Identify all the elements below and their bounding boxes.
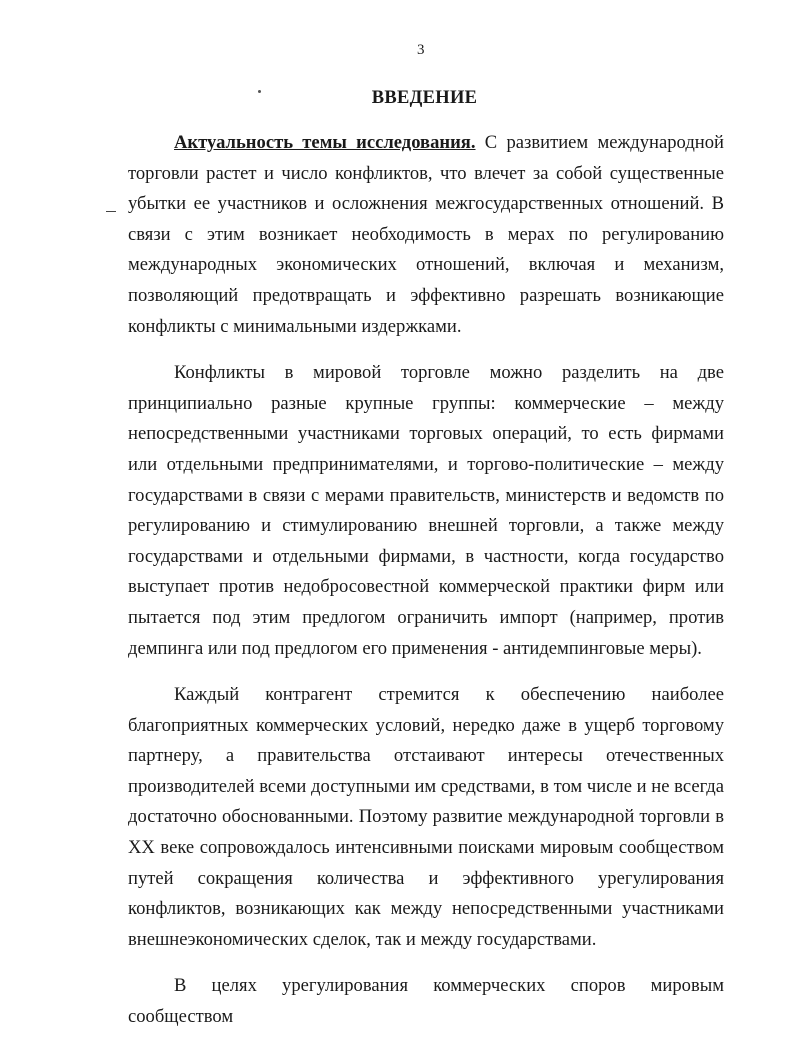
- paragraph-conflicts: [128, 358, 724, 664]
- section-title: ВВЕДЕНИЕ: [371, 88, 478, 108]
- paragraph-text: С развитием международной торговли растет и число конфликтов, что влечет за собой существенные убытки ее участников и осложнения межгосударственных отношений. В связи с этим возникает необходимость в мерах по регулированию международных экономических отношений, включая и механизм, позволяющий предотвращать и эффективно разрешать возникающие конфликты с минимальными издержками.: [128, 132, 724, 337]
- paragraph-text: Конфликты в мировой торговле можно разделить на две принципиально разные крупные группы: коммерческие – между непосредственными участниками торговых операций, то есть фирмами или отдельными предпринимателями, и торгово-политические – между государствами в связи с мерами правительств, министерств и ведомств по регулированию и стимулированию внешней торговли, а также между государствами и отдельными фирмами, в частности, когда государство выступает против недобросовестной коммерческой практики фирм или пытается под этим предлогом ограничить импорт (например, против демпинга или под предлогом его применения - антидемпинговые меры).: [128, 362, 724, 659]
- paragraph-text: Каждый контрагент стремится к обеспечению наиболее благоприятных коммерческих условий, нередко даже в ущерб торговому партнеру, а правительства отстаивают интересы отечественных производителей всеми доступными им средствами, в том числе и не всегда достаточно обоснованными. Поэтому развитие международной торговли в XX веке сопровождалось интенсивными поисками мировым сообществом путей сокращения количества и эффективного урегулирования конфликтов, возникающих как между непосредственными участниками внешнеэкономических сделок, так и между государствами.: [128, 684, 724, 950]
- paragraph-settlement: [128, 971, 724, 1032]
- relevance-heading: Актуальность темы исследования.: [174, 132, 476, 153]
- paragraph-counterparts: [128, 680, 724, 955]
- paragraph-text: В целях урегулирования коммерческих споров мировым сообществом: [128, 975, 724, 1028]
- page-number: 3: [417, 42, 425, 58]
- body-text: [128, 128, 724, 1049]
- paragraph-relevance: [128, 128, 724, 342]
- margin-mark: [106, 211, 116, 212]
